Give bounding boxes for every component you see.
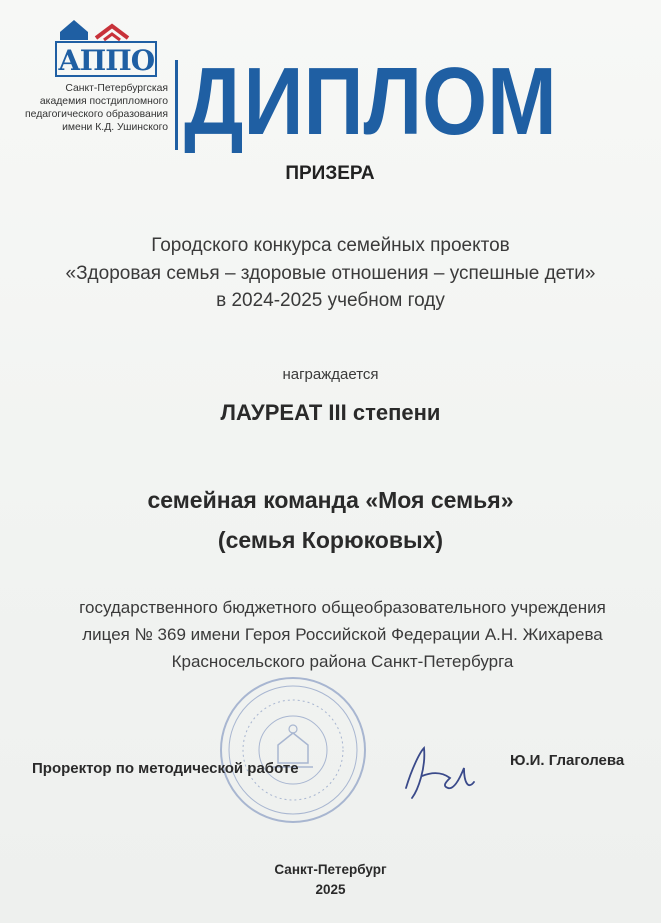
header-divider <box>175 60 178 150</box>
contest-line: Городского конкурса семейных проектов <box>151 235 510 256</box>
signer-role: Проректор по методической работе <box>32 760 299 777</box>
institution-block <box>0 594 661 675</box>
institution-line: Красносельского района Санкт-Петербурга <box>171 652 514 671</box>
issue-year: 2025 <box>315 882 346 897</box>
contest-description <box>0 232 661 315</box>
diploma-subtitle: ПРИЗЕРА <box>285 163 375 184</box>
award-degree: ЛАУРЕАТ III степени <box>220 400 441 425</box>
issue-city: Санкт-Петербург <box>274 862 387 877</box>
institution-line: лицея № 369 имени Героя Российской Федерации А.Н. Жихарева <box>82 625 603 644</box>
academy-line: академия постдипломного <box>39 96 168 107</box>
team-name: семейная команда «Моя семья» <box>147 487 514 513</box>
official-seal <box>218 675 368 825</box>
institution-line: государственного бюджетного общеобразовательного учреждения <box>79 598 606 617</box>
contest-line: «Здоровая семья – здоровые отношения – успешные дети» <box>65 262 596 284</box>
logo-text: АППО <box>58 44 155 77</box>
academy-name <box>4 82 168 134</box>
family-name: (семья Корюковых) <box>217 527 444 553</box>
academy-line: педагогического образования <box>25 109 168 120</box>
diploma-title: ДИПЛОМ <box>184 48 557 155</box>
academy-line: Санкт-Петербургская <box>65 83 168 94</box>
contest-line: в 2024-2025 учебном году <box>216 290 445 311</box>
academy-line: имени К.Д. Ушинского <box>62 122 168 133</box>
team-block <box>0 480 661 560</box>
awarded-label: награждается <box>282 366 379 383</box>
handwritten-signature <box>398 738 478 808</box>
signer-name: Ю.И. Глаголева <box>510 752 625 769</box>
